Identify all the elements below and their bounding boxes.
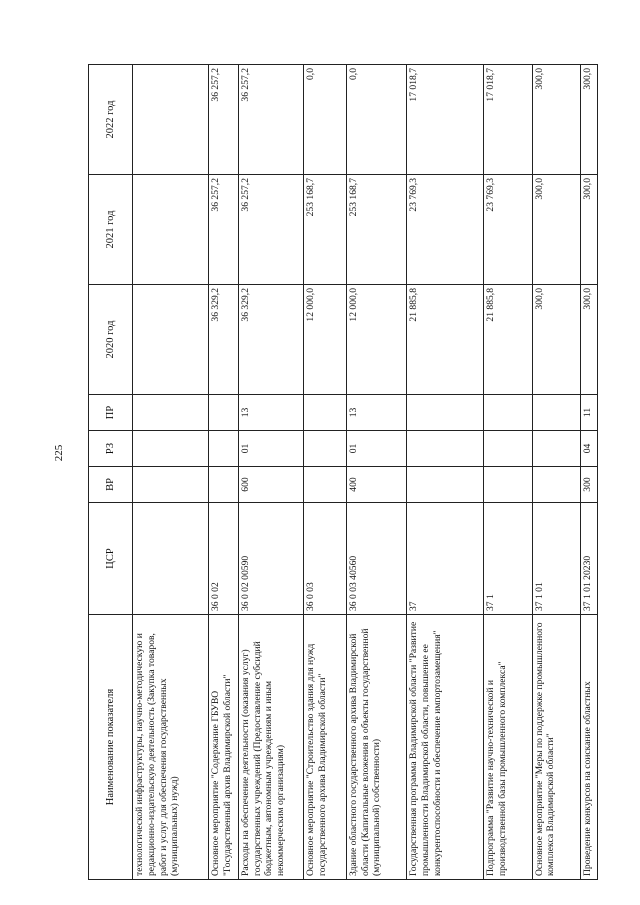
row-rz — [133, 431, 209, 467]
row-2021: 36 257,2 — [238, 175, 303, 285]
row-2022: 17 018,7 — [406, 65, 483, 175]
header-row — [89, 65, 133, 880]
row-rz: 01 — [238, 431, 303, 467]
row-pr: 11 — [581, 395, 598, 431]
table-row — [483, 65, 532, 880]
row-2022: 36 257,2 — [238, 65, 303, 175]
row-name: Подпрограмма "Развитие научно-технической и производственной базы промышленного комплекса" — [483, 615, 532, 880]
row-2021: 300,0 — [581, 175, 598, 285]
header-rz: РЗ — [89, 431, 133, 467]
row-2022: 300,0 — [532, 65, 581, 175]
row-vr — [304, 467, 347, 503]
table-row — [581, 65, 598, 880]
row-csr: 37 — [406, 503, 483, 615]
row-2020 — [133, 285, 209, 395]
page-number: 225 — [53, 444, 65, 462]
row-pr — [532, 395, 581, 431]
row-name: Основное мероприятие "Строительство здания для нужд государственного архива Владимирской области" — [304, 615, 347, 880]
table-row — [133, 65, 209, 880]
row-2021: 36 257,2 — [208, 175, 238, 285]
row-2020: 12 000,0 — [304, 285, 347, 395]
row-name: Расходы на обеспечение деятельности (оказания услуг) государственных учреждений (Предоставление субсидий бюджетным, автономным учреждениям и иным некоммерческим организациям) — [238, 615, 303, 880]
row-2022: 36 257,2 — [208, 65, 238, 175]
header-pr: ПР — [89, 395, 133, 431]
row-csr: 37 1 — [483, 503, 532, 615]
row-2020: 36 329,2 — [238, 285, 303, 395]
table-row — [208, 65, 238, 880]
row-2020: 300,0 — [532, 285, 581, 395]
row-rz — [532, 431, 581, 467]
row-pr — [208, 395, 238, 431]
row-rz — [483, 431, 532, 467]
row-pr: 13 — [238, 395, 303, 431]
row-2020: 300,0 — [581, 285, 598, 395]
row-vr — [532, 467, 581, 503]
row-rz — [406, 431, 483, 467]
row-csr: 36 0 03 40560 — [346, 503, 406, 615]
row-csr — [133, 503, 209, 615]
row-name: Основное мероприятие "Содержание ГБУВО "Государственный архив Владимирской области" — [208, 615, 238, 880]
row-name: Государственная программа Владимирской области "Развитие промышленности Владимирской области, повышение ее конкурентоспособности и обеспечение импортозамещения" — [406, 615, 483, 880]
table-row — [346, 65, 406, 880]
row-csr: 36 0 02 — [208, 503, 238, 615]
row-vr: 300 — [581, 467, 598, 503]
row-rz — [304, 431, 347, 467]
row-2020: 21 885,8 — [483, 285, 532, 395]
table-row — [532, 65, 581, 880]
row-2021: 23 769,3 — [483, 175, 532, 285]
row-2021: 253 168,7 — [304, 175, 347, 285]
row-2022: 17 018,7 — [483, 65, 532, 175]
budget-table — [88, 64, 598, 880]
header-2020: 2020 год — [89, 285, 133, 395]
row-vr: 600 — [238, 467, 303, 503]
row-csr: 37 1 01 — [532, 503, 581, 615]
row-pr — [133, 395, 209, 431]
header-vr: ВР — [89, 467, 133, 503]
row-2021: 300,0 — [532, 175, 581, 285]
row-vr: 400 — [346, 467, 406, 503]
table-row — [304, 65, 347, 880]
row-2022 — [133, 65, 209, 175]
row-2021: 23 769,3 — [406, 175, 483, 285]
row-name: Основное мероприятие "Меры по поддержке промышленного комплекса Владимирской области" — [532, 615, 581, 880]
header-csr: ЦСР — [89, 503, 133, 615]
header-name: Наименование показателя — [89, 615, 133, 880]
row-vr — [406, 467, 483, 503]
row-pr — [304, 395, 347, 431]
row-2022: 0,0 — [346, 65, 406, 175]
row-vr — [133, 467, 209, 503]
row-vr — [483, 467, 532, 503]
row-csr: 36 0 03 — [304, 503, 347, 615]
row-pr: 13 — [346, 395, 406, 431]
row-2020: 12 000,0 — [346, 285, 406, 395]
row-rz: 01 — [346, 431, 406, 467]
row-pr — [483, 395, 532, 431]
row-rz: 04 — [581, 431, 598, 467]
row-2021: 253 168,7 — [346, 175, 406, 285]
row-2021 — [133, 175, 209, 285]
row-name: Проведение конкурсов на соискание областных — [581, 615, 598, 880]
table-row — [238, 65, 303, 880]
row-2020: 21 885,8 — [406, 285, 483, 395]
row-name: Здание областного государственного архива Владимирской области (Капитальные вложения в объекты государственной (муниципальной) собственности) — [346, 615, 406, 880]
table-row — [406, 65, 483, 880]
row-2022: 300,0 — [581, 65, 598, 175]
row-csr: 37 1 01 20230 — [581, 503, 598, 615]
row-2020: 36 329,2 — [208, 285, 238, 395]
row-rz — [208, 431, 238, 467]
row-vr — [208, 467, 238, 503]
header-2021: 2021 год — [89, 175, 133, 285]
rotated-table-container — [88, 65, 598, 880]
row-pr — [406, 395, 483, 431]
row-name: технологической инфраструктуры, научно-методическую и редакционно-издательскую деятельность (Закупка товаров, работ и услуг для обеспечения государственных (муниципальных) нужд) — [133, 615, 209, 880]
row-csr: 36 0 02 00590 — [238, 503, 303, 615]
row-2022: 0,0 — [304, 65, 347, 175]
header-2022: 2022 год — [89, 65, 133, 175]
